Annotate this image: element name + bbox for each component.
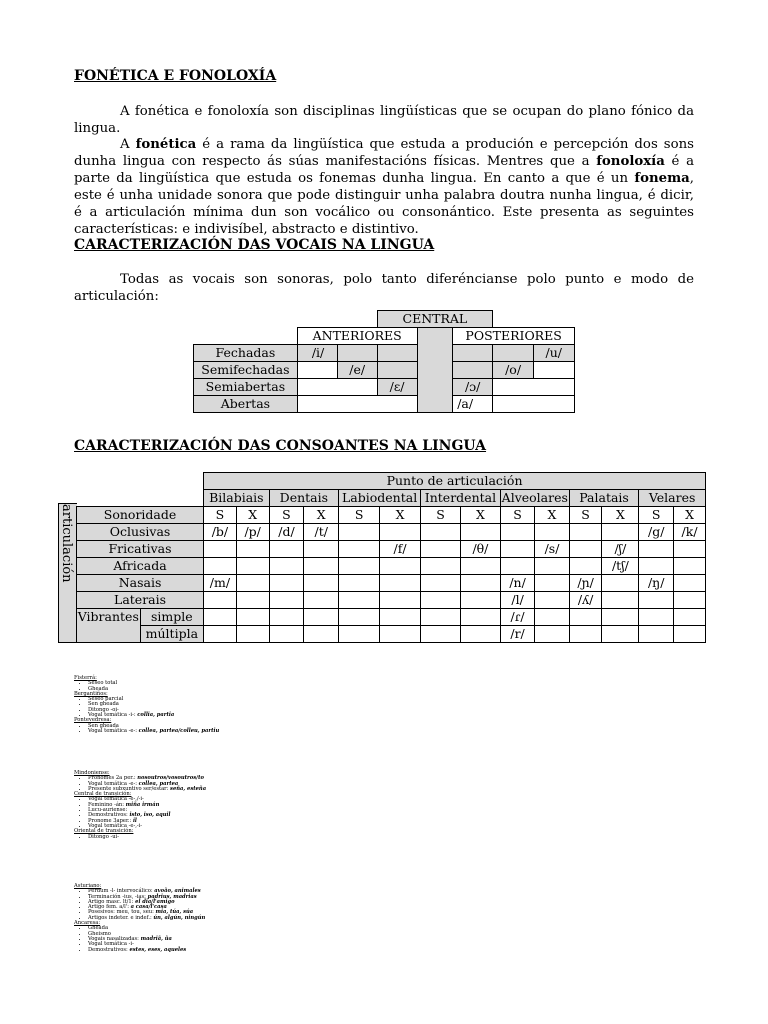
posteriores-header: POSTERIORES (453, 328, 575, 345)
note-label: Fisterrá: (74, 675, 97, 681)
sonoridade-label: Sonoridade (77, 507, 204, 524)
row-label: Semifechadas (194, 362, 298, 379)
note-label: Ancaresa: (74, 920, 101, 927)
note-item: • Pronomes 2a per.: nosoutros/vosoutros/to (88, 776, 274, 781)
vowels-intro: Todas as vocais son sonoras, polo tanto diferéncianse polo punto e modo de articulación: (74, 272, 694, 304)
phoneme-cell: /l/ (500, 592, 534, 609)
note-item: • Posesivos: meu, tou, seu: mia, túa, súa (88, 910, 274, 915)
x-col: X (674, 507, 706, 524)
s-col: S (269, 507, 304, 524)
note-label: Oriental de transición: (74, 828, 134, 835)
modo-label: articulación (59, 504, 74, 583)
note-item: • Demostrativos: estes, eses, aqueles (88, 948, 274, 953)
place-header: Velares (639, 490, 706, 507)
note-item: • Lucu-auriense: (88, 808, 274, 813)
note-item: • Ditongo -ui- (88, 835, 274, 840)
note-item: • Vogais nasalizadas: madriã, ũa (88, 937, 274, 942)
anteriores-header: ANTERIORES (297, 328, 417, 345)
note-item: • Gheada (88, 926, 274, 931)
x-col: X (304, 507, 339, 524)
definition-paragraph: A fonética é a rama da lingüística que estuda a produción e percepción dos sons dunha lingua con respecto ás súas manifestacións físicas. Mentres que a fonoloxía é a parte da lingüística que estuda os fonemas dunha lingua. En canto a que é un fonema, este é unha unidade sonora que pode distinguir unha palabra doutra nunha lingua, é dicir, é a articulación mínima dun son vocálico ou consonántico. Este presenta as seguintes características: e indivisíbel, abstracto e distintivo. (74, 137, 694, 237)
vowel-cell: /o/ (493, 362, 534, 379)
vowels-table (193, 310, 575, 413)
phoneme-cell: /g/ (639, 524, 674, 541)
s-col: S (569, 507, 602, 524)
vowel-cell: /ɔ/ (453, 379, 493, 396)
note-item: • Sen gheada (88, 702, 274, 707)
note-label: Central de transición: (74, 791, 132, 798)
place-header: Dentais (269, 490, 339, 507)
x-col: X (535, 507, 569, 524)
note-item: • Terminación -ius, -ias: padrius, madrias (88, 895, 274, 900)
phoneme-cell: /ɾ/ (500, 609, 534, 626)
phoneme-cell: /tʃ/ (602, 558, 639, 575)
note-item: • Pronome 3aper.: il (88, 819, 274, 824)
note-item: • Gheismo (88, 932, 274, 937)
central-header: CENTRAL (377, 311, 493, 328)
place-header: Bilabiais (204, 490, 270, 507)
place-header: Alveolares (501, 490, 568, 505)
note-item: • Artigo masc. lt/1: el dia/l'amigo (88, 900, 274, 905)
note-item: • Presente subxuntivo ser/estar: seña, esteña (88, 787, 274, 792)
phoneme-cell: /n/ (500, 575, 534, 592)
row-label: Nasais (77, 575, 204, 592)
vowel-cell: /ɛ/ (377, 379, 417, 396)
phoneme-cell: /r/ (500, 626, 534, 643)
row-label: Abertas (194, 396, 298, 413)
phoneme-cell: /t/ (304, 524, 339, 541)
note-item: • Vogal temática -e-: collea, partea/colleu, partiu (88, 729, 274, 734)
note-item: • Vogal temática -e-: collea, partea (88, 782, 274, 787)
x-col: X (460, 507, 500, 524)
note-label: Bergantiños: (74, 690, 108, 697)
phoneme-cell: /d/ (269, 524, 304, 541)
intro-paragraph: A fonética e fonoloxía son disciplinas lingüísticas que se ocupan do plano fónico da lingua. (74, 104, 694, 136)
phoneme-cell: /s/ (535, 541, 569, 558)
page-title: FONÉTICA E FONOLOXÍA (74, 68, 277, 84)
s-col: S (204, 507, 237, 524)
note-item: • Perdum -l- intervocálico: avoão, animales (88, 889, 274, 894)
note-item: • Vogal temática -i-: collia, partia (88, 713, 274, 718)
note-item: • Ditongo -oi- (88, 708, 274, 713)
consonants-table (76, 472, 706, 643)
x-col: X (380, 507, 421, 524)
punto-header: Punto de articulación (204, 473, 706, 490)
place-header: Palatais (569, 490, 639, 507)
note-label: Mindoniense: (74, 770, 110, 776)
note-item: • Vogal temática -e-,/-i- (88, 797, 274, 802)
vowel-cell: /a/ (453, 396, 493, 413)
row-label: Fechadas (194, 345, 298, 362)
note-item: • Demostrativos: isto, iso, aquil (88, 813, 274, 818)
phoneme-cell: /ŋ/ (639, 575, 674, 592)
note-item: • Vogal temática -e-,-i- (88, 824, 274, 829)
vowel-cell: /e/ (337, 362, 377, 379)
row-label: Laterais (77, 592, 204, 609)
phoneme-cell: /θ/ (460, 541, 500, 558)
note-item: • Artigo fem. a/l': a casa/l'casa (88, 905, 274, 910)
note-item: • Seseo total (88, 681, 274, 686)
phoneme-cell: /k/ (674, 524, 706, 541)
s-col: S (500, 507, 534, 524)
place-header: Labiodental (339, 490, 421, 507)
x-col: X (236, 507, 269, 524)
row-sublabel: simple (140, 609, 203, 626)
s-col: S (339, 507, 380, 524)
place-header: Interdental (421, 490, 501, 507)
note-item: • Vogal temática -i- (88, 942, 274, 947)
vowel-cell: /u/ (534, 345, 575, 362)
phoneme-cell: /f/ (380, 541, 421, 558)
row-label: Fricativas (77, 541, 204, 558)
phoneme-cell: /ɲ/ (569, 575, 602, 592)
note-label: Asturiano: (74, 883, 102, 889)
note-item: • Sen gheada (88, 724, 274, 729)
s-col: S (639, 507, 674, 524)
phoneme-cell: /ʎ/ (569, 592, 602, 609)
s-col: S (421, 507, 461, 524)
dialect-notes-2 (74, 771, 274, 840)
dialect-notes-1 (74, 676, 274, 734)
row-label: Semiabertas (194, 379, 298, 396)
phoneme-cell: /p/ (236, 524, 269, 541)
vowel-cell: /i/ (297, 345, 337, 362)
row-label: Oclusivas (77, 524, 204, 541)
note-label: Pontevedresa: (74, 717, 112, 724)
note-item: • Gheada (88, 687, 274, 692)
x-col: X (602, 507, 639, 524)
note-item: • Feminino -án: miña irmán (88, 803, 274, 808)
note-item: • Artigos indeter. e indef.: ún, algún, ningún (88, 916, 274, 921)
row-label: Africada (77, 558, 204, 575)
phoneme-cell: /b/ (204, 524, 237, 541)
phoneme-cell: /m/ (204, 575, 237, 592)
dialect-notes-3 (74, 884, 274, 953)
vowels-heading: CARACTERIZACIÓN DAS VOCAIS NA LINGUA (74, 237, 435, 253)
consonants-heading: CARACTERIZACIÓN DAS CONSOANTES NA LINGUA (74, 438, 487, 454)
note-item: • Seseo parcial (88, 697, 274, 702)
row-sublabel: múltipla (140, 626, 203, 643)
modo-label-box (58, 503, 78, 643)
row-label: Vibrantes (77, 609, 141, 643)
phoneme-cell: /ʃ/ (602, 541, 639, 558)
